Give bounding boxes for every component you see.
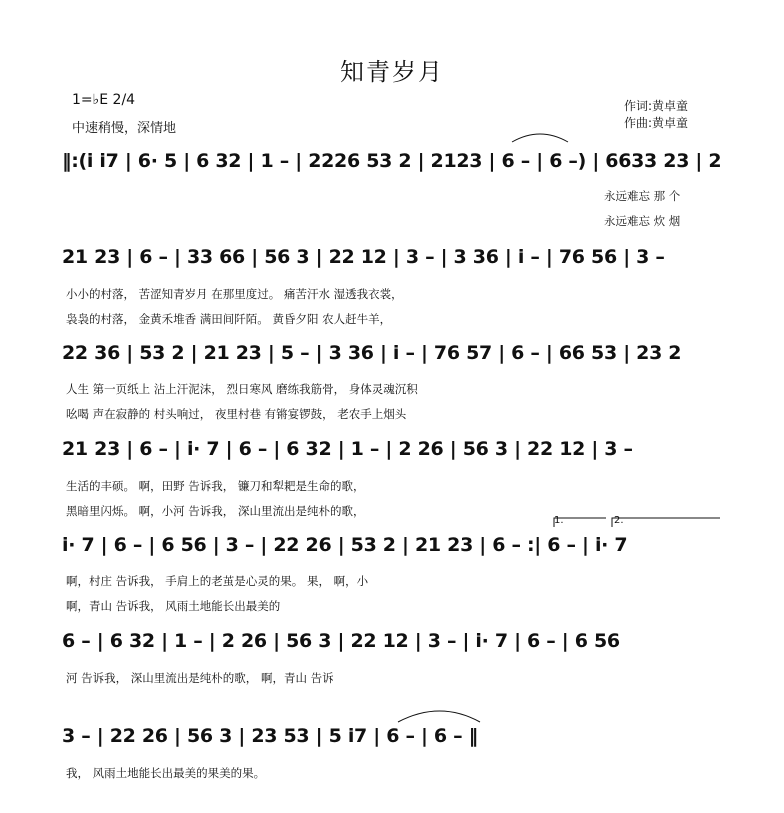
notation-line-7: 3 – | 22 26 | 56 3 | 23 53 | 5 i7 | 6 – | 6 – ‖ <box>62 725 478 747</box>
lyric-line-1b: 永远难忘 炊 烟 <box>604 214 681 228</box>
slur-mark <box>398 711 480 722</box>
key-signature: 1=♭E 2/4 <box>72 92 136 108</box>
notation-line-5: i· 7 | 6 – | 6 56 | 3 – | 22 26 | 53 2 | 21 23 | 6 – :| 6 – | i· 7 <box>62 534 628 556</box>
lyric-line-4a: 生活的丰硕。 啊，田野 告诉我， 镰刀和犁耙是生命的歌， <box>66 479 365 493</box>
slur-mark <box>512 134 568 142</box>
lyric-line-3a: 人生 第一页纸上 沾上汗泥沫， 烈日寒风 磨练我筋骨， 身体灵魂沉积 <box>66 382 418 396</box>
notation-line-2: 21 23 | 6 – | 33 66 | 56 3 | 22 12 | 3 – | 3 36 | i – | 76 56 | 3 – <box>62 246 665 268</box>
lyric-line-5b: 啊，青山 告诉我， 风雨土地能长出最美的 <box>66 599 281 613</box>
notation-line-4: 21 23 | 6 – | i· 7 | 6 – | 6 32 | 1 – | 2 26 | 56 3 | 22 12 | 3 – <box>62 438 633 460</box>
song-title: 知青岁月 <box>340 58 444 86</box>
lyric-line-4b: 黑暗里闪烁。 啊，小河 告诉我， 深山里流出是纯朴的歌， <box>66 504 365 518</box>
volta-2: 2. <box>614 515 624 526</box>
notation-line-6: 6 – | 6 32 | 1 – | 2 26 | 56 3 | 22 12 | 3 – | i· 7 | 6 – | 6 56 <box>62 630 620 652</box>
composer-credit: 作曲:黄卓童 <box>624 116 689 130</box>
volta-1: 1. <box>554 515 564 526</box>
lyric-line-7a: 我， 风雨土地能长出最美的果美的果。 <box>66 766 266 780</box>
notation-line-1: ‖:(i i7 | 6· 5 | 6 32 | 1 – | 2226 53 2 | 2123 | 6 – | 6 –) | 6633 23 | 2 <box>62 150 722 172</box>
volta-bracket-2 <box>612 518 720 527</box>
lyric-line-3b: 吆喝 声在寂静的 村头响过， 夜里村巷 有锵宴锣鼓， 老农手上烟头 <box>66 407 407 421</box>
lyric-line-6a: 河 告诉我， 深山里流出是纯朴的歌， 啊，青山 告诉 <box>66 671 334 685</box>
lyric-line-1a: 永远难忘 那 个 <box>604 189 681 203</box>
lyricist-credit: 作词:黄卓童 <box>624 99 689 113</box>
notation-line-3: 22 36 | 53 2 | 21 23 | 5 – | 3 36 | i – | 76 57 | 6 – | 66 53 | 23 2 <box>62 342 682 364</box>
lyric-line-5a: 啊，村庄 告诉我， 手肩上的老茧是心灵的果。 果， 啊，小 <box>66 574 369 588</box>
tempo-marking: 中速稍慢，深情地 <box>72 121 177 136</box>
lyric-line-2b: 袅袅的村落， 金黄禾堆香 满田间阡陌。 黄昏夕阳 农人赶牛羊， <box>66 312 392 326</box>
lyric-line-2a: 小小的村落， 苦涩知青岁月 在那里度过。 痛苦汗水 湿透我衣裳， <box>66 287 403 301</box>
